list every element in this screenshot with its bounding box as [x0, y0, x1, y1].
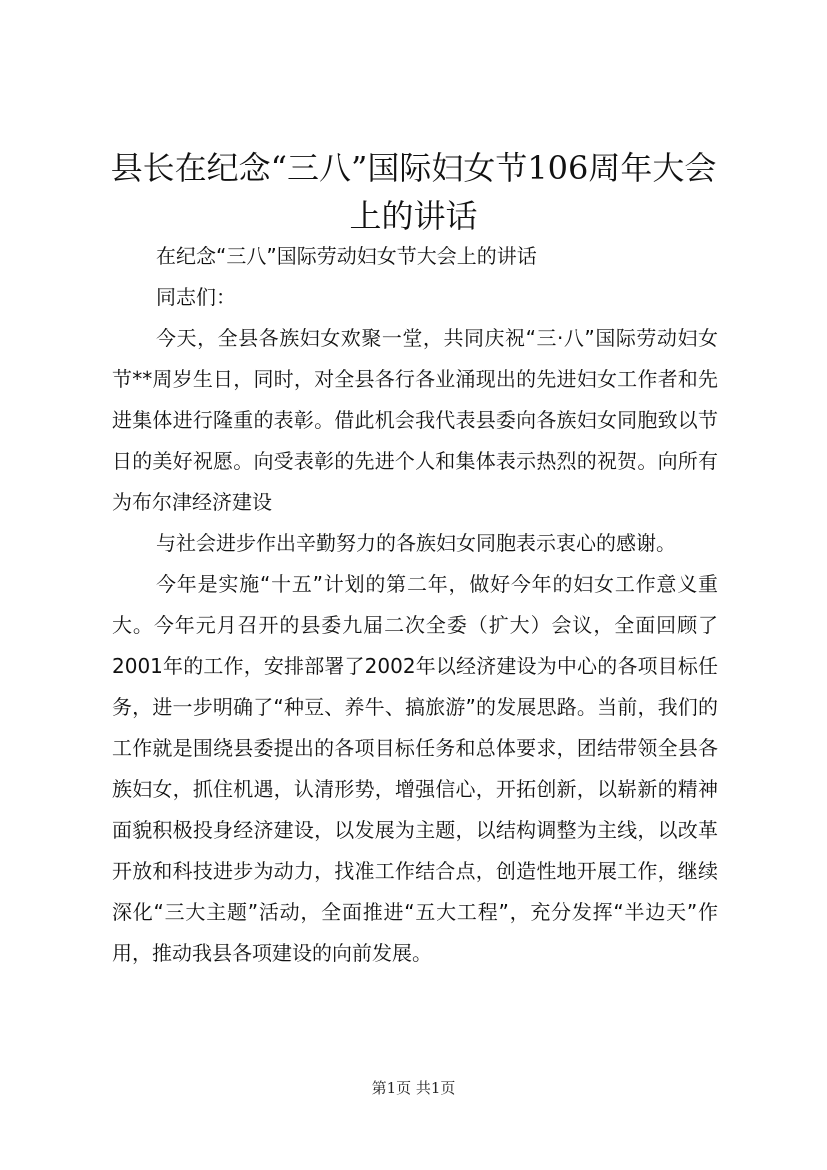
title-line-1: 县长在纪念“三八”国际妇女节106周年大会	[110, 149, 717, 187]
page-footer: 第1页 共1页	[371, 1079, 456, 1097]
paragraph-main: 今年是实施“十五”计划的第二年，做好今年的妇女工作意义重大。今年元月召开的县委九届二次全委（扩大）会议，全面回顾了2001年的工作，安排部署了2002年以经济建设为中心的各项目标任务，进一步明确了“种豆、养牛、搞旅游”的发展思路。当前，我们的工作就是围绕县委提出的各项目标任务和总体要求，团结带领全县各族妇女，抓住机遇，认清形势，增强信心，开拓创新，以崭新的精神面貌积极投身经济建设，以发展为主题，以结构调整为主线，以改革开放和科技进步为动力，找准工作结合点，创造性地开展工作，继续深化“三大主题”活动，全面推进“五大工程”，充分发挥“半边天”作用，推动我县各项建设的向前发展。	[112, 572, 718, 965]
document-title	[100, 144, 727, 240]
paragraph-subtitle: 在纪念“三八”国际劳动妇女节大会上的讲话	[156, 244, 537, 268]
paragraph-salutation: 同志们：	[156, 285, 236, 309]
document-body	[112, 236, 718, 974]
paragraph-opening: 今天，全县各族妇女欢聚一堂，共同庆祝“三·八”国际劳动妇女节**周岁生日，同时，对全县各行各业涌现出的先进妇女工作者和先进集体进行隆重的表彰。借此机会我代表县委向各族妇女同胞致以节日的美好祝愿。向受表彰的先进个人和集体表示热烈的祝贺。向所有为布尔津经济建设	[112, 326, 718, 514]
title-line-2: 上的讲话	[349, 197, 478, 235]
paragraph-thanks: 与社会进步作出辛勤努力的各族妇女同胞表示衷心的感谢。	[156, 531, 676, 555]
